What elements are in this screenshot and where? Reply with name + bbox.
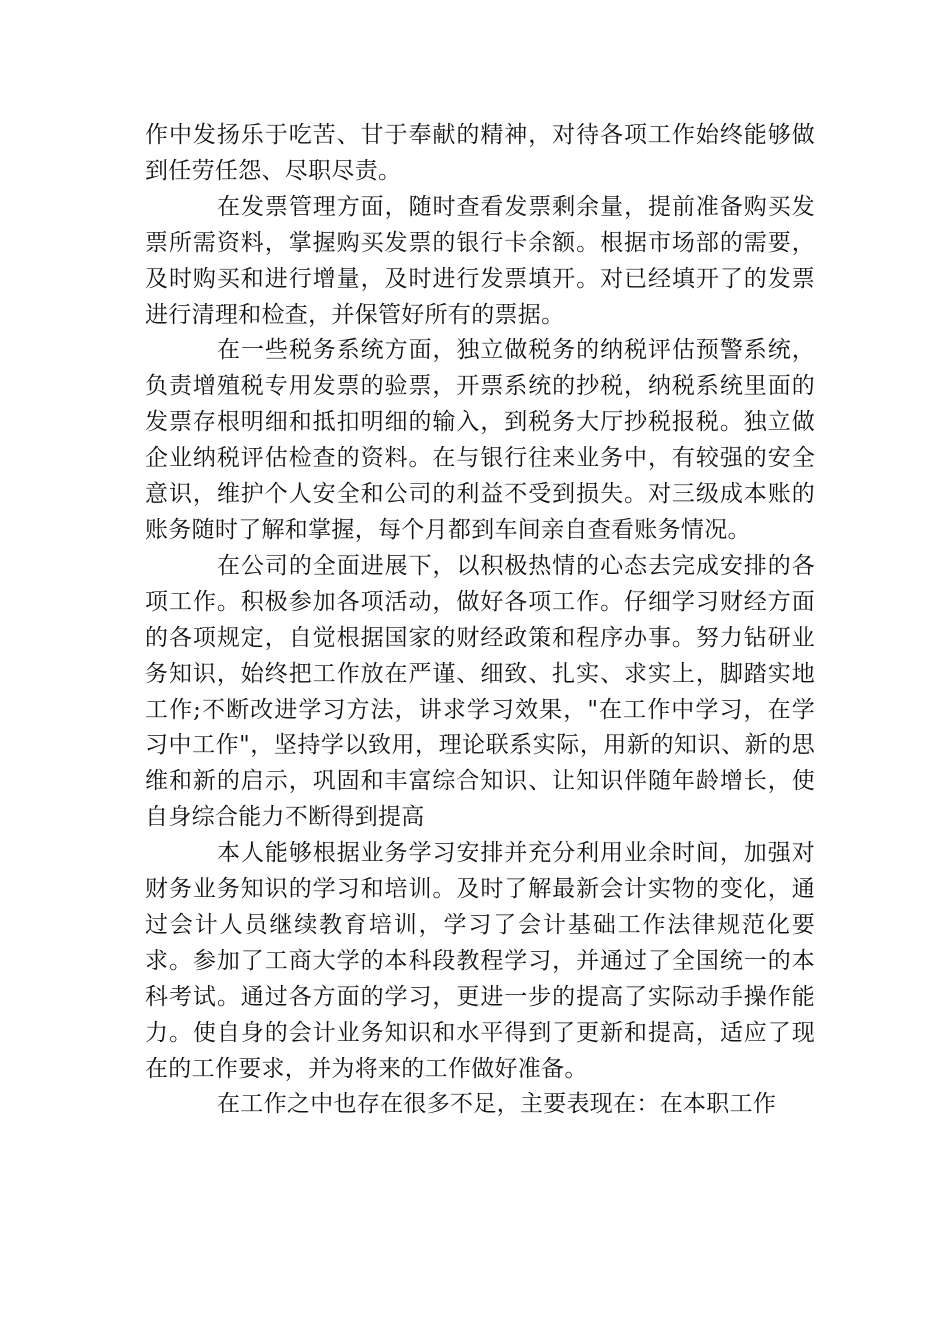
document-body xyxy=(145,118,815,1123)
paragraph-company-development: 在公司的全面进展下，以积极热情的心态去完成安排的各项工作。积极参加各项活动，做好各项工作。仔细学习财经方面的各项规定，自觉根据国家的财经政策和程序办事。努力钻研业务知识，始终把工作放在严谨、细致、扎实、求实上，脚踏实地工作;不断改进学习方法，讲求学习效果，"在工作中学习，在学习中工作"，坚持学以致用，理论联系实际，用新的知识、新的思维和新的启示，巩固和丰富综合知识、让知识伴随年龄增长，使自身综合能力不断得到提高 xyxy=(145,552,815,831)
paragraph-shortcomings: 在工作之中也存在很多不足，主要表现在：在本职工作 xyxy=(217,1091,777,1118)
paragraph-invoice-management: 在发票管理方面，随时查看发票剩余量，提前准备购买发票所需资料，掌握购买发票的银行卡余额。根据市场部的需要，及时购买和进行增量，及时进行发票填开。对已经填开了的发票进行清理和检查，并保管好所有的票据。 xyxy=(145,193,815,328)
paragraph-learning-training: 本人能够根据业务学习安排并充分利用业余时间，加强对财务业务知识的学习和培训。及时了解最新会计实物的变化，通过会计人员继续教育培训，学习了会计基础工作法律规范化要求。参加了工商大学的本科段教程学习，并通过了全国统一的本科考试。通过各方面的学习，更进一步的提高了实际动手操作能力。使自身的会计业务知识和水平得到了更新和提高，适应了现在的工作要求，并为将来的工作做好准备。 xyxy=(145,840,815,1082)
paragraph-tax-systems: 在一些税务系统方面，独立做税务的纳税评估预警系统，负责增殖税专用发票的验票，开票系统的抄税，纳税系统里面的发票存根明细和抵扣明细的输入，到税务大厅抄税报税。独立做企业纳税评估检查的资料。在与银行往来业务中，有较强的安全意识，维护个人安全和公司的利益不受到损失。对三级成本账的账务随时了解和掌握，每个月都到车间亲自查看账务情况。 xyxy=(145,337,815,543)
paragraph-continuation: 作中发扬乐于吃苦、甘于奉献的精神，对待各项工作始终能够做到任劳任怨、尽职尽责。 xyxy=(145,122,815,184)
